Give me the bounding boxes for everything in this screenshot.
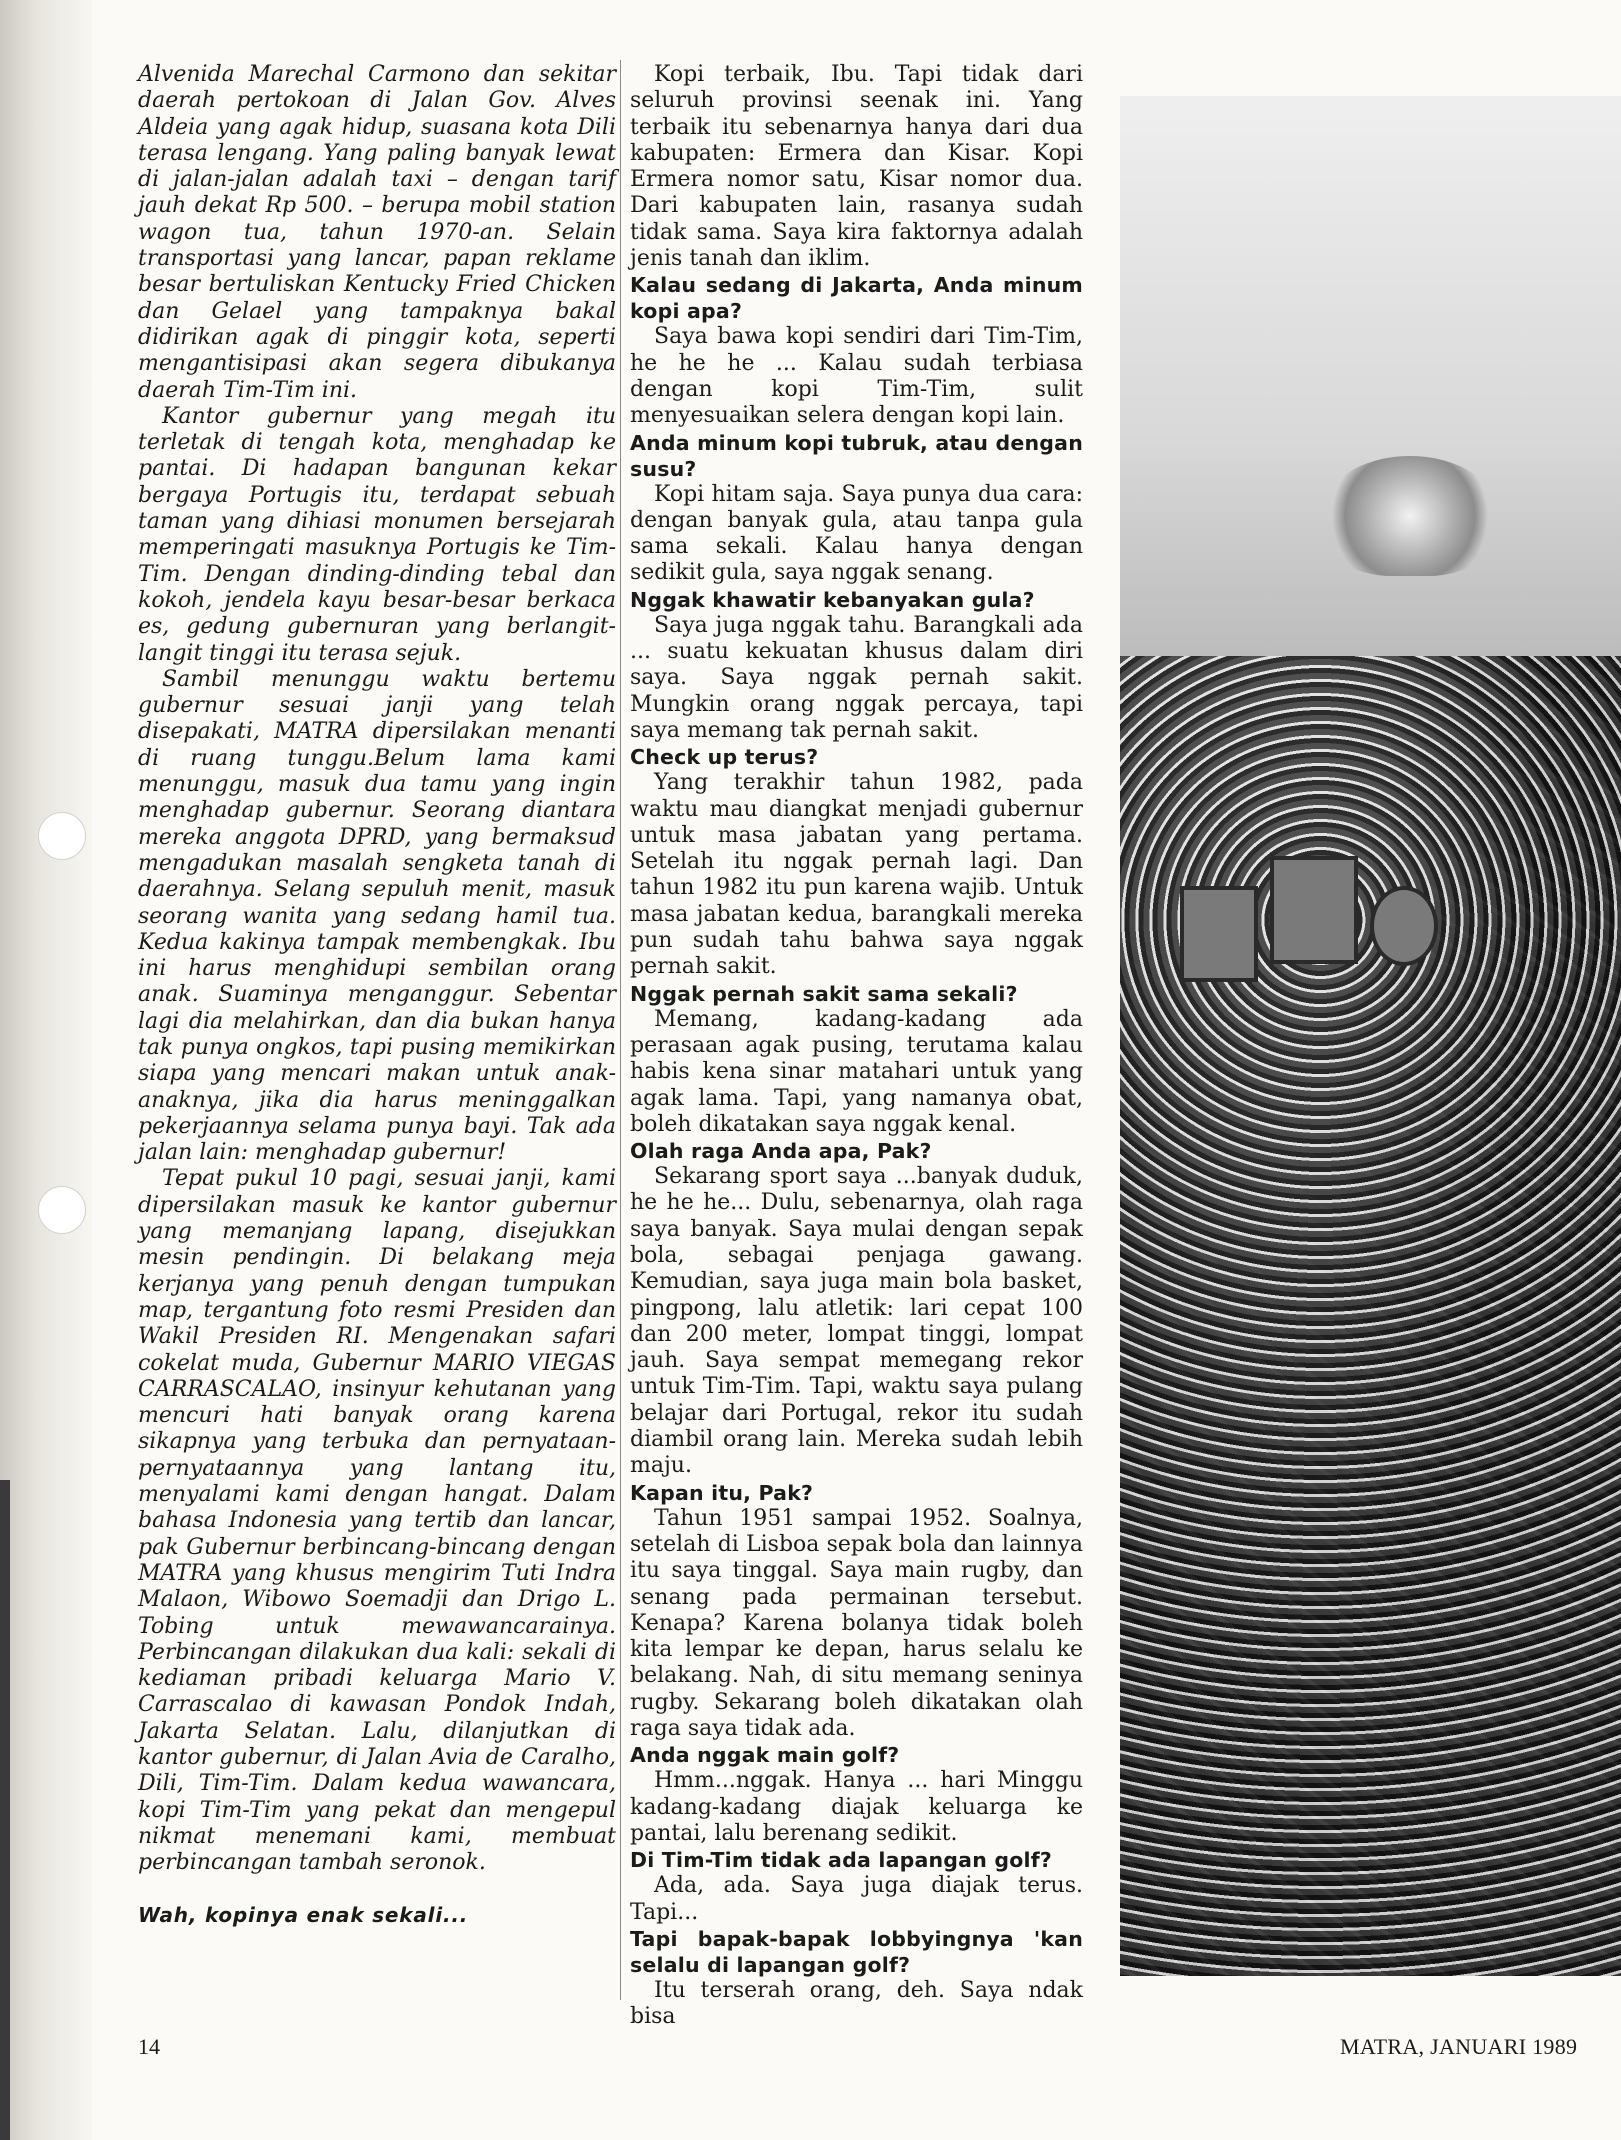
paragraph: Sambil menunggu waktu bertemu gubernur sesuai janji yang telah disepakati, MATRA dipersilakan menanti di ruang tunggu.Belum lama kami menunggu, masuk dua tamu yang ingin menghadap gubernur. Seorang diantara mereka anggota DPRD, yang bermaksud mengadukan masalah sengketa tanah di daerahnya. Selang sepuluh menit, masuk seorang wanita yang sedang hamil tua. Kedua kakinya tampak membengkak. Ibu ini harus menghidupi sembilan orang anak. Suaminya menganggur. Sebentar lagi dia melahirkan, dan dia bukan hanya tak punya ongkos, tapi pusing memikirkan siapa yang mencari makan untuk anak-anaknya, jika dia harus meninggalkan pekerjaannya selama punya bayi. Tak ada jalan lain: menghadap gubernur! (138, 666, 616, 1166)
interview-question: Anda minum kopi tubruk, atau dengan susu? (630, 430, 1083, 481)
interview-question: Kalau sedang di Jakarta, Anda minum kopi apa? (630, 273, 1083, 324)
paragraph: Tepat pukul 10 pagi, sesuai janji, kami dipersilakan masuk ke kantor gubernur yang memanjang lapang, disejukkan mesin pendingin. Di belakang meja kerjanya yang penuh dengan tumpukan map, tergantung foto resmi Presiden dan Wakil Presiden RI. Mengenakan safari cokelat muda, Gubernur MARIO VIEGAS CARRASCALAO, insinyur kehutanan yang mencuri hati banyak orang karena sikapnya yang terbuka dan pernyataan-pernyataannya yang lantang itu, menyalami kami dengan hangat. Dalam bahasa Indonesia yang tertib dan lancar, pak Gubernur berbincang-bincang dengan MATRA yang khusus mengirim Tuti Indra Malaon, Wibowo Soemadji dan Drigo L. Tobing untuk mewawancarainya. Perbincangan dilakukan dua kali: sekali di kediaman pribadi keluarga Mario V. Carrascalao di kawasan Pondok Indah, Jakarta Selatan. Lalu, dilanjutkan di kantor gubernur, di Jalan Avia de Caralho, Dili, Tim-Tim. Dalam kedua wawancara, kopi Tim-Tim yang pekat dan mengepul nikmat menemani kami, membuat perbincangan tambah seronok. (138, 1166, 616, 1876)
scan-shadow (0, 1480, 10, 2140)
interview-answer: Saya juga nggak tahu. Barangkali ada ... suatu kekuatan khusus dalam diri saya. Saya nggak pernah sakit. Mungkin orang nggak percaya, tapi saya memang tak pernah sakit. (630, 612, 1083, 743)
interview-answer: Itu terserah orang, deh. Saya ndak bisa (630, 1977, 1083, 2030)
punch-hole (38, 812, 86, 860)
paragraph: Kantor gubernur yang megah itu terletak di tengah kota, menghadap ke pantai. Di hadapan bangunan kekar bergaya Portugis itu, terdapat sebuah taman yang dihiasi monumen bersejarah memperingati masuknya Portugis ke Tim-Tim. Dengan dinding-dinding tebal dan kokoh, jendela kayu besar-besar berkaca es, gedung gubernuran yang berlangit-langit tinggi itu terasa sejuk. (138, 403, 616, 666)
section-subhead: Wah, kopinya enak sekali... (138, 1903, 469, 1928)
left-column (138, 62, 616, 1929)
page-number: 14 (138, 2034, 160, 2059)
interview-answer: Kopi terbaik, Ibu. Tapi tidak dari seluruh provinsi seenak ini. Yang terbaik itu sebenarnya hanya dari dua kabupaten: Ermera dan Kisar. Kopi Ermera nomor satu, Kisar nomor dua. Dari kabupaten lain, rasanya sudah tidak sama. Saya kira faktornya adalah jenis tanah dan iklim. (630, 62, 1083, 272)
interview-question: Check up terus? (630, 745, 819, 770)
middle-column (630, 62, 1083, 2030)
interview-question: Nggak khawatir kebanyakan gula? (630, 587, 1035, 612)
scan-edge (0, 0, 92, 2140)
interview-answer: Kopi hitam saja. Saya punya dua cara: dengan banyak gula, atau tanpa gula sama sekali. Kalau hanya dengan sedikit gula, saya nggak senang. (630, 481, 1083, 586)
interview-answer: Saya bawa kopi sendiri dari Tim-Tim, he he he ... Kalau sudah terbiasa dengan kopi Tim-Tim, sulit menyesuaikan selera dengan kopi lain. (630, 324, 1083, 429)
interview-answer: Tahun 1951 sampai 1952. Soalnya, setelah di Lisboa sepak bola dan lainnya itu saya tinggal. Saya main rugby, dan senang pada permainan tersebut. Kenapa? Karena bolanya tidak boleh kita lempar ke depan, harus selalu ke belakang. Nah, di situ memang seninya rugby. Sekarang boleh dikatakan olah raga saya tidak ada. (630, 1505, 1083, 1742)
picture-frame (1270, 856, 1358, 964)
interview-question: Olah raga Anda apa, Pak? (630, 1139, 932, 1164)
picture-frame (1370, 886, 1438, 966)
interview-question: Kapan itu, Pak? (630, 1480, 814, 1505)
interview-answer: Yang terakhir tahun 1982, pada waktu mau diangkat menjadi gubernur untuk masa jabatan yang pertama. Setelah itu nggak pernah lagi. Dan tahun 1982 itu pun karena wajib. Untuk masa jabatan kedua, barangkali mereka pun sudah tahu bahwa saya nggak pernah sakit. (630, 770, 1083, 980)
interview-answer: Ada, ada. Saya juga diajak terus. Tapi... (630, 1873, 1083, 1925)
picture-frame (1180, 886, 1258, 982)
punch-hole (38, 1186, 86, 1234)
interview-question: Nggak pernah sakit sama sekali? (630, 981, 1018, 1006)
lace-tablecloth-image (1120, 656, 1621, 1976)
interview-answer: Hmm...nggak. Hanya ... hari Minggu kadang-kadang diajak keluarga ke pantai, lalu berenang sedikit. (630, 1768, 1083, 1846)
chandelier-image (1320, 456, 1500, 576)
interview-question: Di Tim-Tim tidak ada lapangan golf? (630, 1848, 1052, 1873)
interview-answer: Memang, kadang-kadang ada perasaan agak pusing, terutama kalau habis kena sinar matahari untuk yang agak lama. Tapi, yang namanya obat, boleh dikatakan saya nggak kenal. (630, 1006, 1083, 1137)
interview-question: Tapi bapak-bapak lobbyingnya 'kan selalu di lapangan golf? (630, 1926, 1083, 1977)
interview-answer: Sekarang sport saya ...banyak duduk, he he he... Dulu, sebenarnya, olah raga saya banyak. Saya mulai dengan sepak bola, sebagai penjaga gawang. Kemudian, saya juga main bola basket, pingpong, lalu atletik: lari cepat 100 dan 200 meter, lompat tinggi, lompat jauh. Saya sempat memegang rekor untuk Tim-Tim. Tapi, waktu saya pulang belajar dari Portugal, rekor itu sudah diambil orang lain. Mereka sudah lebih maju. (630, 1164, 1083, 1479)
column-divider (620, 60, 621, 2000)
interview-question: Anda nggak main golf? (630, 1743, 900, 1768)
magazine-footer: MATRA, JANUARI 1989 (1340, 2034, 1578, 2059)
paragraph: Alvenida Marechal Carmono dan sekitar daerah pertokoan di Jalan Gov. Alves Aldeia yang agak hidup, suasana kota Dili terasa lengang. Yang paling banyak lewat di jalan-jalan adalah taxi – dengan tarif jauh dekat Rp 500. – berupa mobil station wagon tua, tahun 1970-an. Selain transportasi yang lancar, papan reklame besar bertuliskan Kentucky Fried Chicken dan Gelael yang tampaknya bakal didirikan agak di pinggir kota, seperti mengantisipasi akan segera dibukanya daerah Tim-Tim ini. (138, 62, 616, 403)
photo (1120, 96, 1621, 1976)
